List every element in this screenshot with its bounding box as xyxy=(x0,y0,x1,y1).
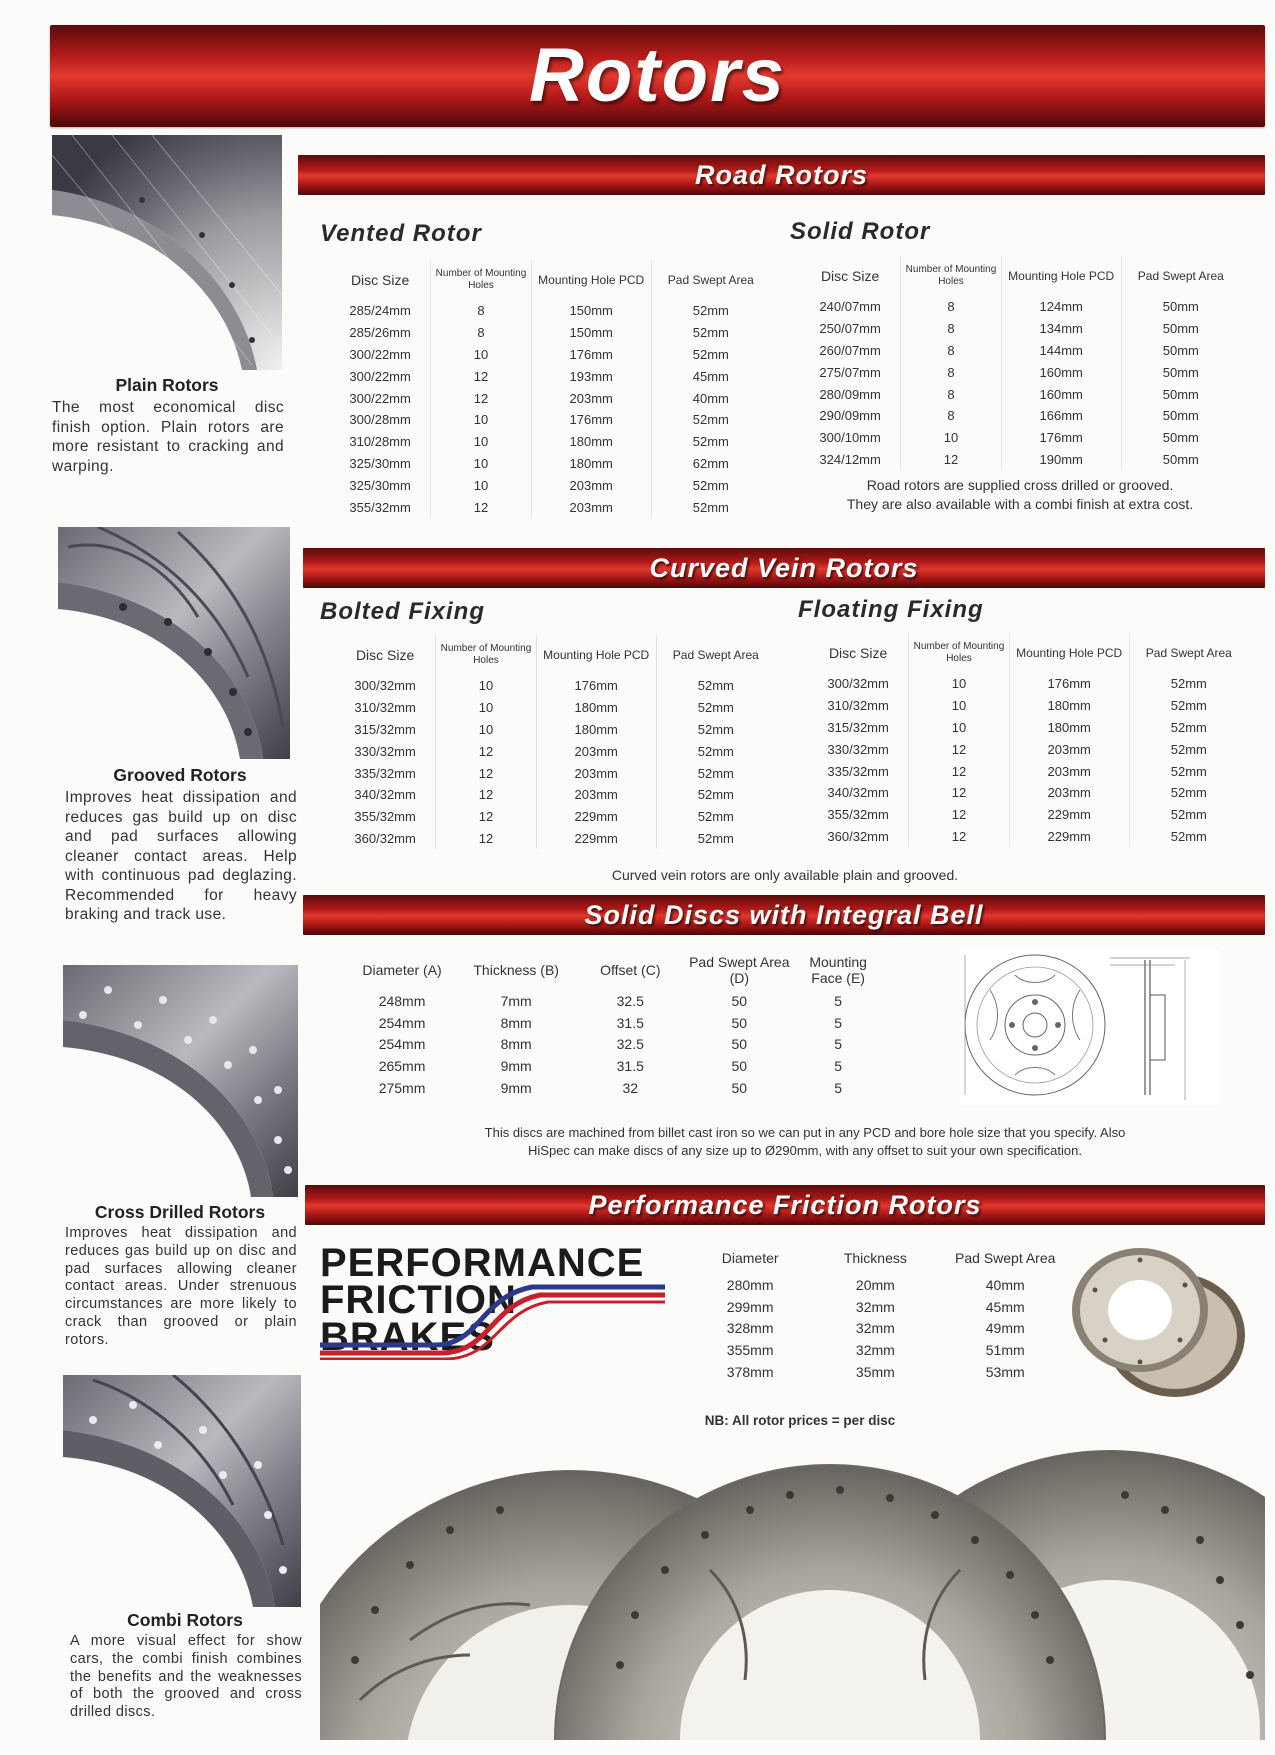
table-row xyxy=(330,409,770,431)
table-cell: 12 xyxy=(901,449,1001,471)
cross-drilled-rotor-photo xyxy=(63,965,298,1197)
table-row xyxy=(335,697,775,719)
col-header: Mounting Hole PCD xyxy=(531,260,651,300)
table-cell: 50mm xyxy=(1162,364,1199,380)
table-cell: 280mm xyxy=(726,1276,774,1293)
table-cell: 335/32mm xyxy=(808,760,909,782)
table-cell: 50mm xyxy=(1162,342,1199,358)
table-cell: 52mm xyxy=(692,325,729,341)
table-cell: 10 xyxy=(901,427,1001,449)
table-cell: 340/32mm xyxy=(335,784,436,806)
table-cell: 203mm xyxy=(531,387,651,409)
table-cell: 300/22mm xyxy=(330,344,431,366)
table-cell: 330/32mm xyxy=(335,740,436,762)
table-cell: 52mm xyxy=(697,700,734,716)
col-header: Mounting Hole PCD xyxy=(1009,633,1129,673)
table-cell: 265mm xyxy=(378,1058,426,1075)
table-cell: 248mm xyxy=(378,992,426,1009)
table-cell: 10 xyxy=(431,344,531,366)
table-cell: 35mm xyxy=(855,1364,895,1381)
table-row xyxy=(808,695,1248,717)
table-cell: 190mm xyxy=(1001,449,1121,471)
table-row xyxy=(330,344,770,366)
integral-bell-rows xyxy=(345,990,885,1099)
road-note-2: They are also available with a combi finish at extra cost. xyxy=(846,496,1194,512)
table-cell: 52mm xyxy=(1170,807,1207,823)
performance-friction-bar xyxy=(305,1185,1265,1225)
table-row xyxy=(800,318,1240,340)
table-cell: 12 xyxy=(909,804,1009,826)
table-row xyxy=(808,826,1248,848)
integral-bell-table xyxy=(345,950,885,1099)
col-header: Mounting Hole PCD xyxy=(536,635,656,675)
table-cell: 300/22mm xyxy=(330,365,431,387)
table-cell: 335/32mm xyxy=(335,762,436,784)
table-row xyxy=(690,1318,1070,1340)
table-row xyxy=(690,1339,1070,1361)
table-cell: 12 xyxy=(436,740,536,762)
table-cell: 300/32mm xyxy=(335,675,436,697)
col-header: Pad Swept Area xyxy=(1137,269,1224,283)
table-cell: 40mm xyxy=(985,1276,1025,1293)
table-cell: 254mm xyxy=(378,1014,426,1031)
table-row xyxy=(800,383,1240,405)
table-cell: 52mm xyxy=(697,743,734,759)
table-cell: 355/32mm xyxy=(808,804,909,826)
table-cell: 50mm xyxy=(1162,451,1199,467)
table-cell: 8mm xyxy=(500,1014,532,1031)
table-cell: 193mm xyxy=(531,365,651,387)
table-cell: 10 xyxy=(431,409,531,431)
table-cell: 355mm xyxy=(726,1342,774,1359)
table-cell: 180mm xyxy=(531,453,651,475)
table-cell: 330/32mm xyxy=(808,738,909,760)
table-cell: 52mm xyxy=(1170,741,1207,757)
table-cell: 260/07mm xyxy=(800,340,901,362)
table-cell: 176mm xyxy=(531,409,651,431)
table-cell: 12 xyxy=(431,365,531,387)
table-cell: 275mm xyxy=(378,1080,426,1097)
table-cell: 10 xyxy=(909,717,1009,739)
table-row xyxy=(808,673,1248,695)
table-cell: 10 xyxy=(436,697,536,719)
vented-rotor-title: Vented Rotor xyxy=(320,220,482,247)
col-header: Pad Swept Area xyxy=(1145,646,1232,660)
table-cell: 53mm xyxy=(985,1364,1025,1381)
table-cell: 300/22mm xyxy=(330,387,431,409)
pfr-rows xyxy=(690,1274,1070,1383)
table-cell: 8 xyxy=(431,322,531,344)
table-row xyxy=(808,738,1248,760)
table-cell: 176mm xyxy=(1001,427,1121,449)
col-header: Diameter (A) xyxy=(362,962,442,978)
table-cell: 285/24mm xyxy=(330,300,431,322)
table-cell: 203mm xyxy=(1009,760,1129,782)
table-cell: 12 xyxy=(909,782,1009,804)
table-cell: 176mm xyxy=(531,344,651,366)
table-row xyxy=(800,427,1240,449)
col-header: Number of Mounting Holes xyxy=(909,633,1009,673)
table-cell: 360/32mm xyxy=(335,828,436,850)
table-cell: 203mm xyxy=(536,784,656,806)
grooved-rotors-title: Grooved Rotors xyxy=(113,765,247,785)
col-header: Number of Mounting Holes xyxy=(436,635,536,675)
table-cell: 52mm xyxy=(692,499,729,515)
road-rotors-heading: Road Rotors xyxy=(695,160,868,190)
table-row xyxy=(345,990,885,1012)
col-header: Mounting Hole PCD xyxy=(1001,256,1121,296)
table-row xyxy=(330,496,770,518)
table-cell: 50mm xyxy=(1162,299,1199,315)
table-cell: 12 xyxy=(909,760,1009,782)
table-cell: 32mm xyxy=(855,1342,895,1359)
table-cell: 32.5 xyxy=(616,992,644,1009)
grooved-rotor-photo xyxy=(58,527,290,759)
table-cell: 240/07mm xyxy=(800,296,901,318)
table-cell: 166mm xyxy=(1001,405,1121,427)
table-cell: 32.5 xyxy=(616,1036,644,1053)
table-row xyxy=(330,322,770,344)
table-cell: 52mm xyxy=(1170,719,1207,735)
table-cell: 150mm xyxy=(531,322,651,344)
table-cell: 50 xyxy=(731,1036,748,1053)
table-row xyxy=(690,1296,1070,1318)
table-cell: 50 xyxy=(731,1058,748,1075)
table-cell: 360/32mm xyxy=(808,826,909,848)
table-cell: 229mm xyxy=(536,806,656,828)
col-header: Thickness (B) xyxy=(473,962,559,978)
bolted-fixing-table xyxy=(335,635,775,849)
cross-drilled-rotors-title: Cross Drilled Rotors xyxy=(94,1202,266,1222)
table-cell: 8 xyxy=(431,300,531,322)
performance-friction-heading: Performance Friction Rotors xyxy=(588,1190,982,1220)
table-cell: 290/09mm xyxy=(800,405,901,427)
table-cell: 144mm xyxy=(1001,340,1121,362)
pfb-logo-swoosh xyxy=(320,1241,665,1360)
table-cell: 45mm xyxy=(985,1298,1025,1315)
table-cell: 160mm xyxy=(1001,361,1121,383)
table-row xyxy=(330,300,770,322)
table-cell: 150mm xyxy=(531,300,651,322)
road-note-1: Road rotors are supplied cross drilled or grooved. xyxy=(866,477,1174,493)
floating-fixing-title: Floating Fixing xyxy=(798,596,984,623)
table-cell: 12 xyxy=(436,784,536,806)
table-cell: 8 xyxy=(901,383,1001,405)
table-row xyxy=(330,474,770,496)
table-cell: 324/12mm xyxy=(800,449,901,471)
grooved-rotors-text: Improves heat dissipation and reduces gas build up on disc and pad surfaces allowing cleaner contact areas. Help with continuous pad deglazing. Recommended for heavy braking and track use. xyxy=(65,789,297,923)
combi-rotors-text: A more visual effect for show cars, the combi finish combines the benefits and the weaknesses of both the grooved and cross drilled discs. xyxy=(70,1633,302,1721)
table-cell: 8 xyxy=(901,340,1001,362)
table-cell: 12 xyxy=(431,387,531,409)
table-row xyxy=(800,296,1240,318)
pfb-logo-line-1: PERFORMANCE xyxy=(320,1241,645,1285)
col-header: Pad Swept Area xyxy=(672,648,759,662)
table-cell: 229mm xyxy=(536,828,656,850)
table-row xyxy=(345,1077,885,1099)
table-cell: 52mm xyxy=(697,765,734,781)
table-cell: 378mm xyxy=(726,1364,774,1381)
table-cell: 250/07mm xyxy=(800,318,901,340)
table-cell: 10 xyxy=(431,474,531,496)
table-cell: 52mm xyxy=(692,477,729,493)
table-row xyxy=(330,431,770,453)
table-cell: 254mm xyxy=(378,1036,426,1053)
table-cell: 229mm xyxy=(1009,804,1129,826)
col-header: Number of Mounting Holes xyxy=(431,260,531,300)
table-cell: 180mm xyxy=(531,431,651,453)
table-cell: 300/32mm xyxy=(808,673,909,695)
bolted-fixing-rows xyxy=(335,675,775,849)
vented-rotor-rows xyxy=(330,300,770,518)
table-cell: 32 xyxy=(622,1080,639,1097)
table-cell: 52mm xyxy=(1170,698,1207,714)
col-header: Number of Mounting Holes xyxy=(901,256,1001,296)
col-header: Disc Size xyxy=(330,260,431,300)
table-cell: 12 xyxy=(909,826,1009,848)
table-cell: 8 xyxy=(901,296,1001,318)
table-row xyxy=(800,405,1240,427)
table-row xyxy=(345,1012,885,1034)
table-cell: 8mm xyxy=(500,1036,532,1053)
pfb-logo-line-2: FRICTION xyxy=(320,1278,517,1322)
page-title: Rotors xyxy=(529,33,786,118)
table-cell: 50 xyxy=(731,992,748,1009)
table-row xyxy=(335,806,775,828)
table-cell: 10 xyxy=(909,695,1009,717)
table-row xyxy=(808,782,1248,804)
table-cell: 285/26mm xyxy=(330,322,431,344)
table-row xyxy=(808,717,1248,739)
plain-rotors-title: Plain Rotors xyxy=(115,375,219,395)
title-banner xyxy=(50,25,1265,127)
integral-bell-bar xyxy=(303,895,1265,935)
combi-rotors-title: Combi Rotors xyxy=(127,1610,243,1630)
table-cell: 52mm xyxy=(697,678,734,694)
table-cell: 52mm xyxy=(1170,785,1207,801)
table-row xyxy=(800,449,1240,471)
pfr-disc-photo xyxy=(1065,1240,1250,1405)
table-cell: 10 xyxy=(436,675,536,697)
col-header: Disc Size xyxy=(800,256,901,296)
table-cell: 310/32mm xyxy=(808,695,909,717)
table-cell: 300/28mm xyxy=(330,409,431,431)
table-cell: 5 xyxy=(834,1080,843,1097)
table-cell: 62mm xyxy=(692,455,729,471)
table-cell: 340/32mm xyxy=(808,782,909,804)
table-cell: 10 xyxy=(909,673,1009,695)
table-row xyxy=(335,675,775,697)
table-cell: 180mm xyxy=(536,719,656,741)
col-header: Pad Swept Area (D) xyxy=(689,954,790,986)
table-cell: 299mm xyxy=(726,1298,774,1315)
col-header: Pad Swept Area xyxy=(955,1250,1056,1266)
table-cell: 31.5 xyxy=(616,1014,644,1031)
table-cell: 52mm xyxy=(1170,763,1207,779)
table-cell: 50mm xyxy=(1162,430,1199,446)
table-cell: 50mm xyxy=(1162,408,1199,424)
table-row xyxy=(335,828,775,850)
table-cell: 5 xyxy=(834,1058,843,1075)
table-cell: 180mm xyxy=(1009,695,1129,717)
table-cell: 52mm xyxy=(697,830,734,846)
table-cell: 52mm xyxy=(692,434,729,450)
table-cell: 325/30mm xyxy=(330,453,431,475)
integral-bell-diagram xyxy=(960,950,1220,1105)
table-cell: 275/07mm xyxy=(800,361,901,383)
table-cell: 229mm xyxy=(1009,826,1129,848)
table-cell: 20mm xyxy=(855,1276,895,1293)
combi-rotor-photo xyxy=(63,1375,301,1607)
solid-rotor-rows xyxy=(800,296,1240,470)
integral-note-1: This discs are machined from billet cast iron so we can put in any PCD and bore hole size that you specify. Also xyxy=(484,1125,1126,1140)
table-row xyxy=(808,760,1248,782)
table-cell: 203mm xyxy=(536,762,656,784)
col-header: Disc Size xyxy=(335,635,436,675)
table-cell: 52mm xyxy=(692,303,729,319)
table-cell: 300/10mm xyxy=(800,427,901,449)
table-cell: 7mm xyxy=(500,992,532,1009)
table-cell: 310/28mm xyxy=(330,431,431,453)
road-rotors-bar xyxy=(298,155,1265,195)
table-row xyxy=(345,1034,885,1056)
table-cell: 355/32mm xyxy=(330,496,431,518)
table-cell: 5 xyxy=(834,992,843,1009)
curved-note: Curved vein rotors are only available plain and grooved. xyxy=(611,867,959,883)
table-cell: 52mm xyxy=(1170,676,1207,692)
table-cell: 203mm xyxy=(536,740,656,762)
table-cell: 52mm xyxy=(1170,828,1207,844)
table-cell: 134mm xyxy=(1001,318,1121,340)
table-cell: 328mm xyxy=(726,1320,774,1337)
table-row xyxy=(335,719,775,741)
table-cell: 10 xyxy=(431,431,531,453)
table-cell: 180mm xyxy=(1009,717,1129,739)
table-row xyxy=(335,740,775,762)
table-row xyxy=(330,387,770,409)
table-row xyxy=(800,361,1240,383)
pfb-logo xyxy=(320,1241,665,1359)
integral-note-2: HiSpec can make discs of any size up to Ø290mm, with any offset to suit your own specification. xyxy=(528,1143,1082,1158)
solid-rotor-table xyxy=(800,256,1240,470)
table-cell: 5 xyxy=(834,1036,843,1053)
table-cell: 12 xyxy=(909,738,1009,760)
table-cell: 124mm xyxy=(1001,296,1121,318)
footnote: NB: All rotor prices = per disc xyxy=(704,1413,896,1428)
table-row xyxy=(335,784,775,806)
table-cell: 10 xyxy=(436,719,536,741)
table-cell: 32mm xyxy=(855,1298,895,1315)
table-cell: 9mm xyxy=(500,1080,532,1097)
table-row xyxy=(330,453,770,475)
solid-rotor-title: Solid Rotor xyxy=(790,218,931,245)
table-cell: 50mm xyxy=(1162,321,1199,337)
table-cell: 52mm xyxy=(697,787,734,803)
table-row xyxy=(330,365,770,387)
col-header: Thickness xyxy=(843,1250,907,1266)
pfb-logo-line-3: BRAKES xyxy=(320,1315,495,1359)
table-cell: 12 xyxy=(431,496,531,518)
table-cell: 315/32mm xyxy=(808,717,909,739)
table-row xyxy=(800,340,1240,362)
table-cell: 310/32mm xyxy=(335,697,436,719)
table-cell: 176mm xyxy=(1009,673,1129,695)
table-cell: 51mm xyxy=(985,1342,1025,1359)
table-cell: 32mm xyxy=(855,1320,895,1337)
table-cell: 50 xyxy=(731,1080,748,1097)
table-row xyxy=(345,1055,885,1077)
table-cell: 203mm xyxy=(1009,782,1129,804)
table-cell: 52mm xyxy=(697,809,734,825)
col-header: Mounting Face (E) xyxy=(809,954,867,986)
table-cell: 355/32mm xyxy=(335,806,436,828)
vented-rotor-table xyxy=(330,260,770,518)
table-cell: 160mm xyxy=(1001,383,1121,405)
table-cell: 8 xyxy=(901,405,1001,427)
table-cell: 52mm xyxy=(692,412,729,428)
cross-drilled-rotors-text: Improves heat dissipation and reduces gas build up on disc and pad surfaces allowing cleaner contact areas. Under strenuous circumstances are more likely to crack than grooved or plain rotors. xyxy=(65,1225,297,1348)
plain-rotor-photo xyxy=(52,135,282,370)
table-cell: 8 xyxy=(901,361,1001,383)
plain-rotors-text: The most economical disc finish option. Plain rotors are more resistant to cracking and warping. xyxy=(52,399,284,475)
table-cell: 50 xyxy=(731,1014,748,1031)
pfr-table xyxy=(690,1242,1070,1383)
table-cell: 8 xyxy=(901,318,1001,340)
table-cell: 280/09mm xyxy=(800,383,901,405)
table-cell: 40mm xyxy=(692,390,729,406)
table-cell: 315/32mm xyxy=(335,719,436,741)
table-cell: 9mm xyxy=(500,1058,532,1075)
table-cell: 49mm xyxy=(985,1320,1025,1337)
table-cell: 52mm xyxy=(692,346,729,362)
curved-vein-bar xyxy=(303,548,1265,588)
table-row xyxy=(690,1361,1070,1383)
table-row xyxy=(808,804,1248,826)
col-header: Diameter xyxy=(721,1250,779,1266)
table-cell: 176mm xyxy=(536,675,656,697)
table-cell: 203mm xyxy=(1009,738,1129,760)
table-cell: 203mm xyxy=(531,496,651,518)
table-row xyxy=(690,1274,1070,1296)
table-cell: 10 xyxy=(431,453,531,475)
three-discs-photo xyxy=(320,1440,1265,1740)
table-cell: 325/30mm xyxy=(330,474,431,496)
table-cell: 45mm xyxy=(692,368,729,384)
col-header: Disc Size xyxy=(808,633,909,673)
table-cell: 12 xyxy=(436,806,536,828)
table-cell: 5 xyxy=(834,1014,843,1031)
table-cell: 52mm xyxy=(697,721,734,737)
curved-vein-heading: Curved Vein Rotors xyxy=(649,553,919,583)
table-cell: 50mm xyxy=(1162,386,1199,402)
integral-bell-heading: Solid Discs with Integral Bell xyxy=(584,900,984,930)
table-cell: 12 xyxy=(436,828,536,850)
col-header: Pad Swept Area xyxy=(667,273,754,287)
table-cell: 31.5 xyxy=(616,1058,644,1075)
table-cell: 203mm xyxy=(531,474,651,496)
table-row xyxy=(335,762,775,784)
floating-fixing-rows xyxy=(808,673,1248,847)
bolted-fixing-title: Bolted Fixing xyxy=(320,598,485,625)
col-header: Offset (C) xyxy=(600,962,661,978)
floating-fixing-table xyxy=(808,633,1248,847)
table-cell: 12 xyxy=(436,762,536,784)
table-cell: 180mm xyxy=(536,697,656,719)
